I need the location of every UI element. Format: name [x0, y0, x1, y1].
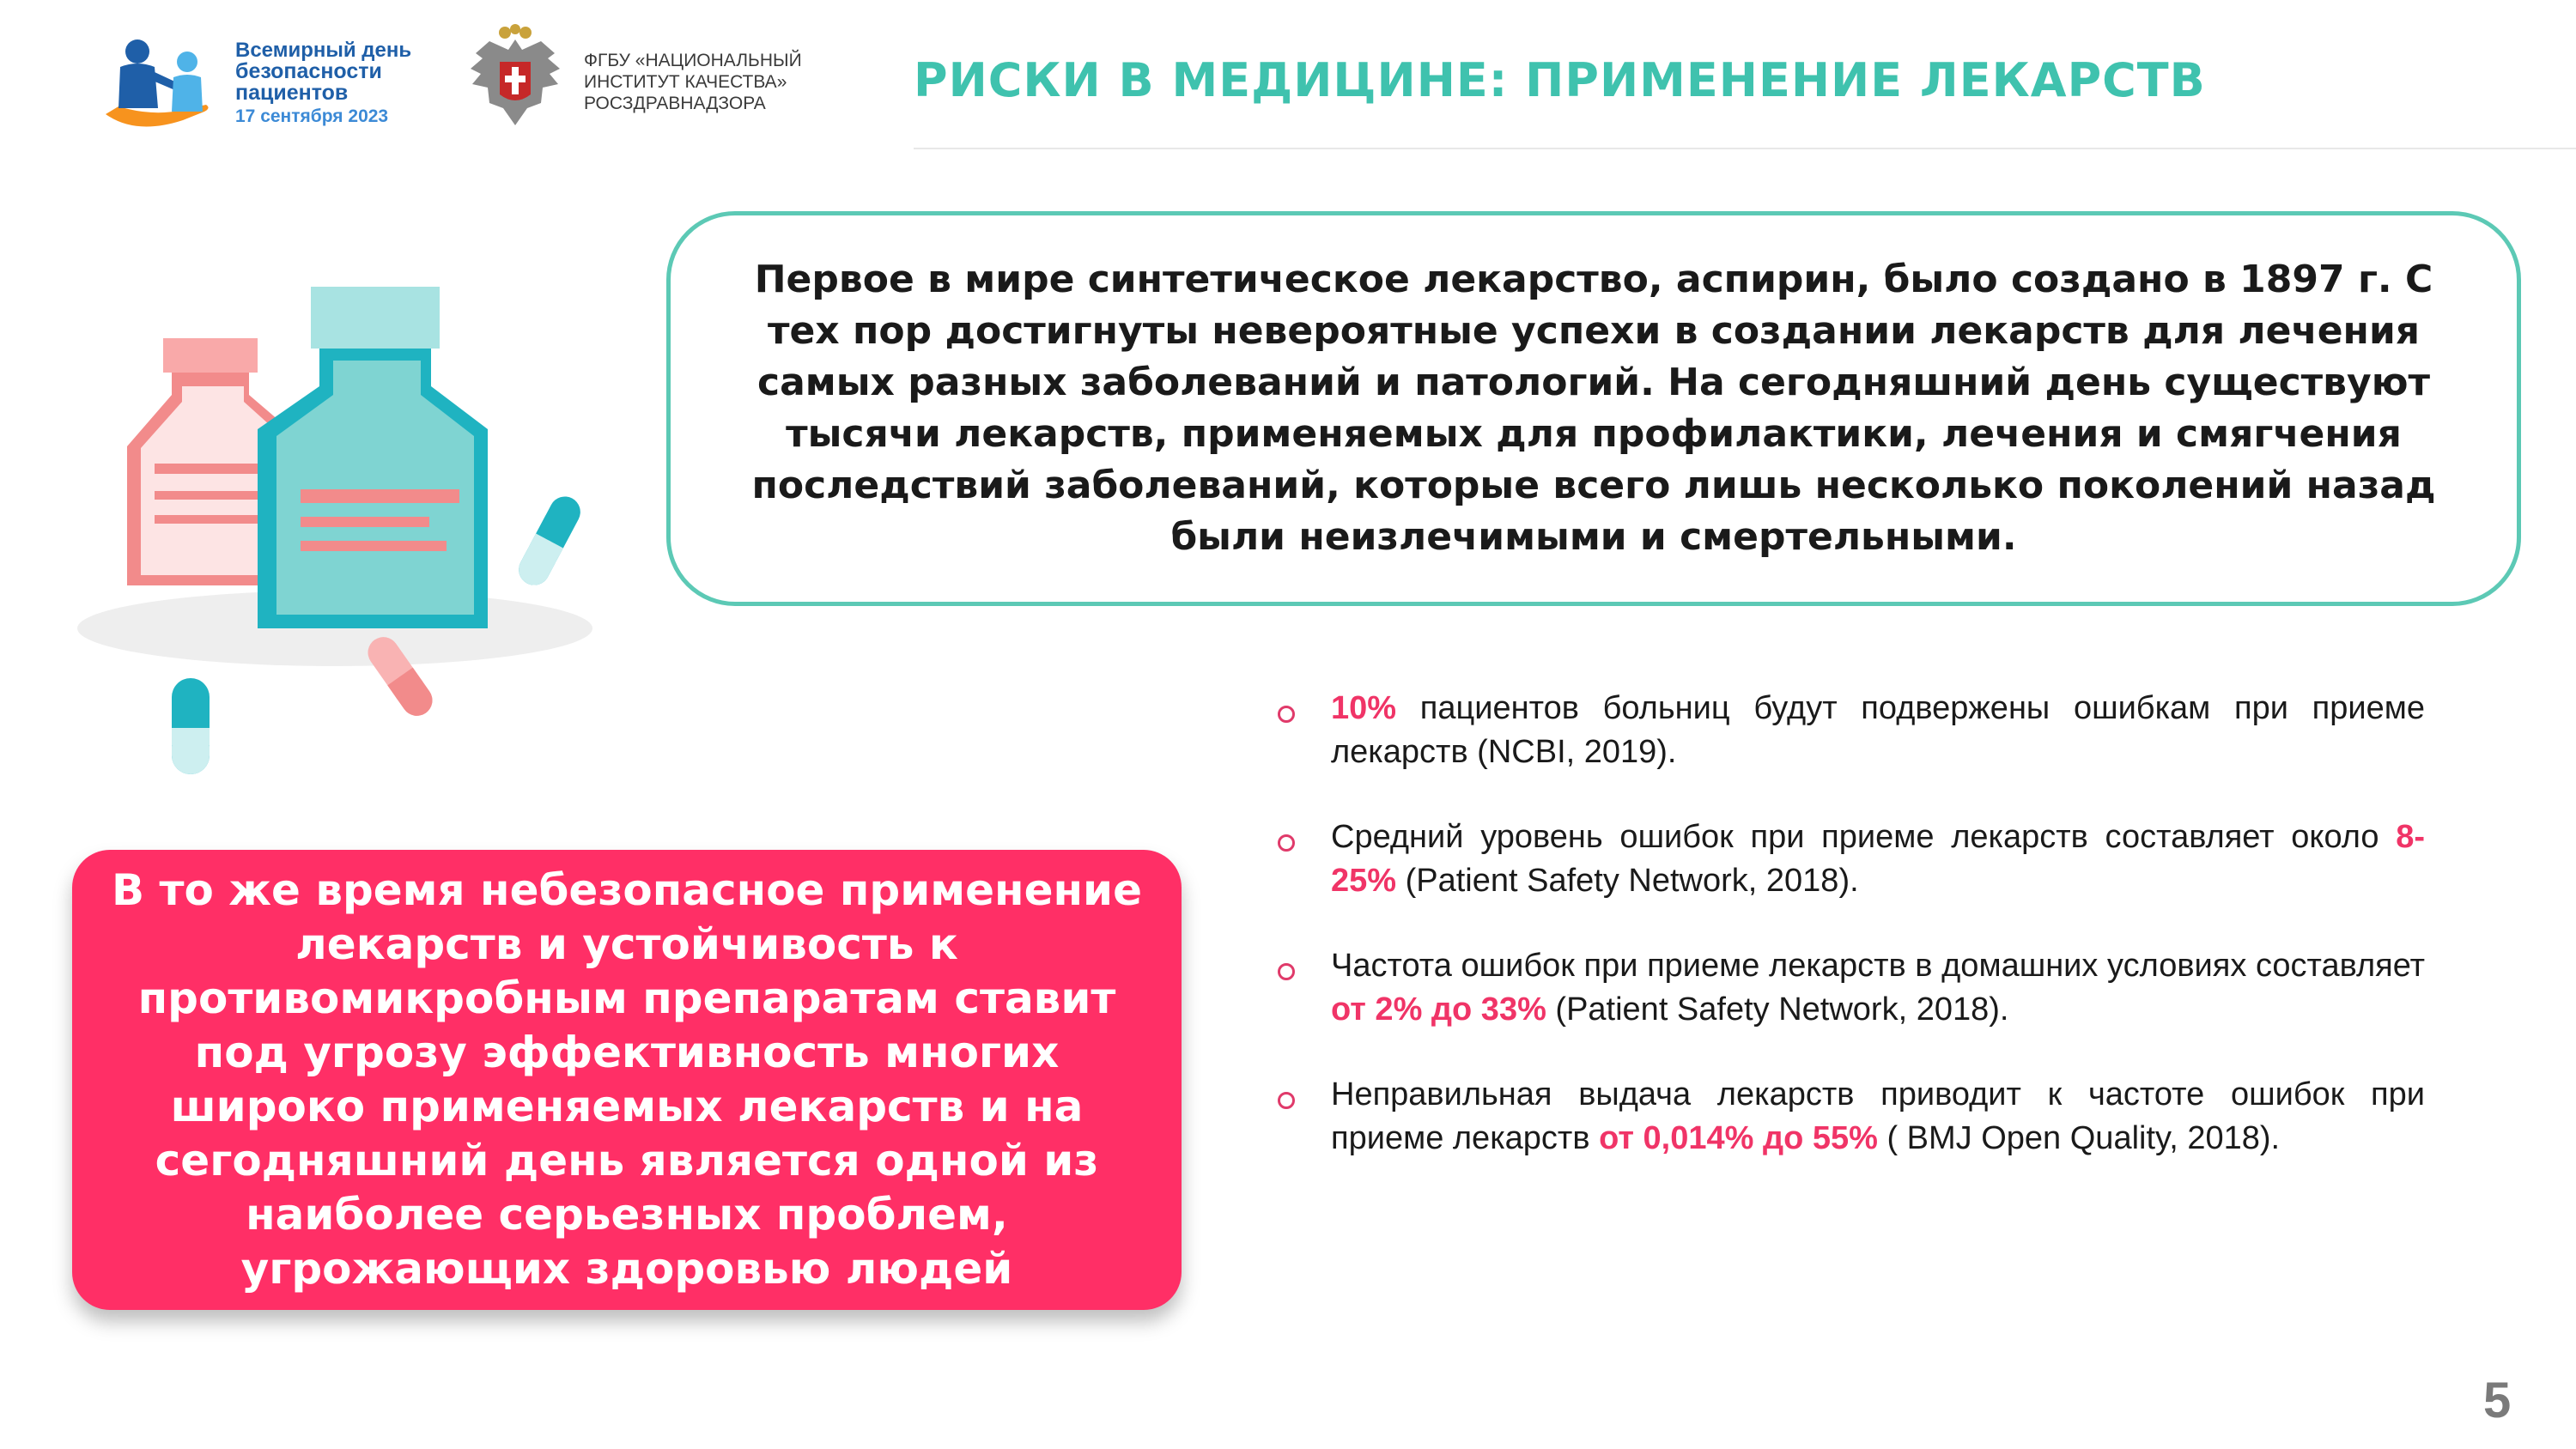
bullet-highlight: от 0,014% до 55% [1599, 1120, 1878, 1156]
statistics-list [1278, 687, 2425, 1202]
bullet-circle-icon [1278, 706, 1295, 723]
organization-name-line: ИНСТИТУТ КАЧЕСТВА» [584, 72, 787, 92]
bullet-text: пациентов больниц будут подвержены ошибкам при приеме лекарств (NCBI, 2019). [1331, 690, 2425, 770]
bullet-highlight: 8-25% [1331, 819, 2425, 899]
double-headed-eagle-emblem-icon [464, 24, 567, 134]
event-logo-line: Всемирный день [235, 39, 412, 62]
event-logo-line: пациентов [235, 81, 349, 105]
organization-name [584, 50, 802, 114]
warning-box [72, 850, 1182, 1310]
bullet-text: (Patient Safety Network, 2018). [1546, 991, 2009, 1028]
organization-name-line: РОСЗДРАВНАДЗОРА [584, 94, 766, 113]
bullet-text: (Patient Safety Network, 2018). [1396, 863, 1859, 899]
event-logo-date: 17 сентября 2023 [235, 106, 389, 126]
organization-name-line: ФГБУ «НАЦИОНАЛЬНЫЙ [584, 51, 802, 70]
bullet-circle-icon [1278, 834, 1295, 852]
intro-text: Первое в мире синтетическое лекарство, аспирин, было создано в 1897 г. С тех пор достигнуты невероятные успехи в создании лекарств для лечения самых разных заболеваний и патологий. На сегодняшний день существуют тысячи лекарств, применяемых для профилактики, лечения и смягчения последствий заболеваний, которые всего лишь несколько поколений назад были неизлечимыми и смертельными. [751, 258, 2436, 559]
list-item [1278, 687, 2425, 774]
list-item [1278, 1073, 2425, 1161]
list-item [1278, 944, 2425, 1032]
bullet-text: Частота ошибок при приеме лекарств в домашних условиях составляет [1331, 948, 2425, 984]
intro-box [666, 211, 2521, 606]
bullet-text: Средний уровень ошибок при приеме лекарств составляет около [1331, 819, 2397, 855]
bullet-text: ( BMJ Open Quality, 2018). [1877, 1120, 2281, 1156]
page-number: 5 [2483, 1373, 2512, 1428]
bullet-highlight: от 2% до 33% [1331, 991, 1546, 1028]
list-item [1278, 815, 2425, 903]
bullet-text: Неправильная выдача лекарств приводит к частоте ошибок при приеме лекарств [1331, 1076, 2425, 1156]
event-logo-text [235, 39, 411, 127]
warning-text: В то же время небезопасное применение лекарств и устойчивость к противомикробным препаратам ставит под угрозу эффективность многих широко применяемых лекарств и на сегодняшний день является одной из наиболее серьезных проблем, угрожающих здоровью людей [112, 865, 1142, 1294]
bullet-circle-icon [1278, 1092, 1295, 1109]
medicine-bottles-illustration-icon [52, 258, 618, 790]
bullet-highlight: 10% [1331, 690, 1397, 726]
event-logo-line: безопасности [235, 59, 382, 83]
bullet-circle-icon [1278, 963, 1295, 980]
header-divider [914, 148, 2576, 149]
page-title: РИСКИ В МЕДИЦИНЕ: ПРИМЕНЕНИЕ ЛЕКАРСТВ [914, 53, 2206, 107]
patient-safety-day-logo-icon [101, 33, 222, 136]
